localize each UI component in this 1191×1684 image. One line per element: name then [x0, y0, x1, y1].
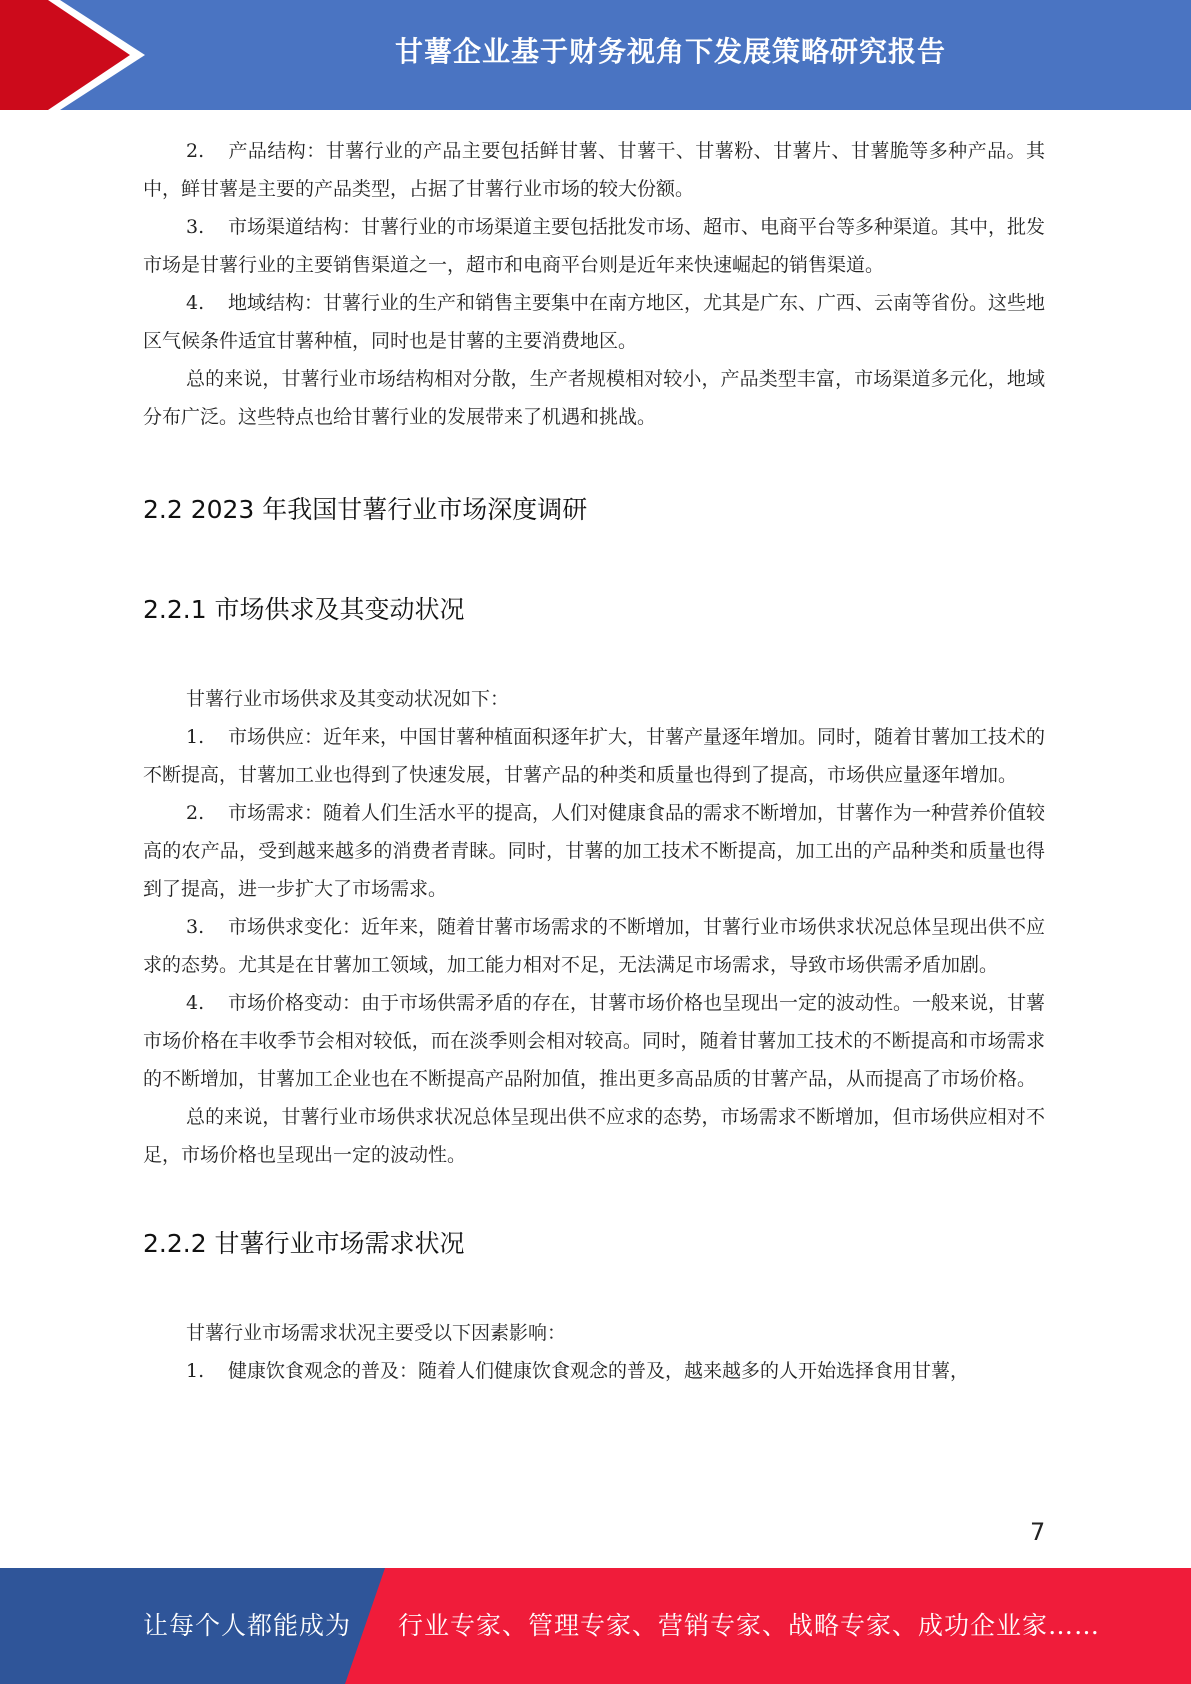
arrow-decoration-icon — [0, 0, 160, 110]
list-item: 3. 市场供求变化：近年来，随着甘薯市场需求的不断增加，甘薯行业市场供求状况总体呈现出供不应求的态势。尤其是在甘薯加工领域，加工能力相对不足，无法满足市场需求，导致市场供需矛盾加剧。 — [143, 916, 1046, 976]
lead-paragraph: 甘薯行业市场需求状况主要受以下因素影响： — [186, 1322, 567, 1344]
footer-slogan-left: 让每个人都能成为 — [143, 1611, 352, 1640]
page-number: 7 — [1030, 1518, 1046, 1546]
section-heading-2-2-2: 2.2.2 甘薯行业市场需求状况 — [143, 1229, 465, 1258]
list-item: 4. 地域结构：甘薯行业的生产和销售主要集中在南方地区，尤其是广东、广西、云南等省份。这些地区气候条件适宜甘薯种植，同时也是甘薯的主要消费地区。 — [143, 292, 1046, 352]
list-item: 1. 市场供应：近年来，中国甘薯种植面积逐年扩大，甘薯产量逐年增加。同时，随着甘薯加工技术的不断提高，甘薯加工业也得到了快速发展，甘薯产品的种类和质量也得到了提高，市场供应量逐年增加。 — [143, 726, 1046, 786]
page-content — [143, 132, 1045, 1390]
list-item: 2. 产品结构：甘薯行业的产品主要包括鲜甘薯、甘薯干、甘薯粉、甘薯片、甘薯脆等多种产品。其中，鲜甘薯是主要的产品类型，占据了甘薯行业市场的较大份额。 — [143, 140, 1045, 200]
footer-slogan-right: 行业专家、管理专家、营销专家、战略专家、成功企业家…… — [398, 1611, 1101, 1640]
list-item: 4. 市场价格变动：由于市场供需矛盾的存在，甘薯市场价格也呈现出一定的波动性。一般来说，甘薯市场价格在丰收季节会相对较低，而在淡季则会相对较高。同时，随着甘薯加工技术的不断提高和市场需求的不断增加，甘薯加工企业也在不断提高产品附加值，推出更多高品质的甘薯产品，从而提高了市场价格。 — [143, 992, 1046, 1090]
page-header — [0, 0, 1191, 110]
section-heading-2-2: 2.2 2023 年我国甘薯行业市场深度调研 — [143, 495, 588, 524]
section-heading-2-2-1: 2.2.1 市场供求及其变动状况 — [143, 595, 465, 624]
lead-paragraph: 甘薯行业市场供求及其变动状况如下： — [186, 688, 510, 710]
summary-paragraph: 总的来说，甘薯行业市场结构相对分散，生产者规模相对较小，产品类型丰富，市场渠道多元化，地域分布广泛。这些特点也给甘薯行业的发展带来了机遇和挑战。 — [143, 368, 1045, 428]
report-title: 甘薯企业基于财务视角下发展策略研究报告 — [394, 35, 946, 68]
list-item: 1. 健康饮食观念的普及：随着人们健康饮食观念的普及，越来越多的人开始选择食用甘薯， — [186, 1360, 970, 1382]
page-footer — [0, 1568, 1191, 1684]
summary-paragraph: 总的来说，甘薯行业市场供求状况总体呈现出供不应求的态势，市场需求不断增加，但市场供应相对不足，市场价格也呈现出一定的波动性。 — [143, 1106, 1045, 1166]
list-item: 2. 市场需求：随着人们生活水平的提高，人们对健康食品的需求不断增加，甘薯作为一种营养价值较高的农产品，受到越来越多的消费者青睐。同时，甘薯的加工技术不断提高，加工出的产品种类和质量也得到了提高，进一步扩大了市场需求。 — [143, 802, 1046, 900]
list-item: 3. 市场渠道结构：甘薯行业的市场渠道主要包括批发市场、超市、电商平台等多种渠道。其中，批发市场是甘薯行业的主要销售渠道之一，超市和电商平台则是近年来快速崛起的销售渠道。 — [143, 216, 1046, 276]
